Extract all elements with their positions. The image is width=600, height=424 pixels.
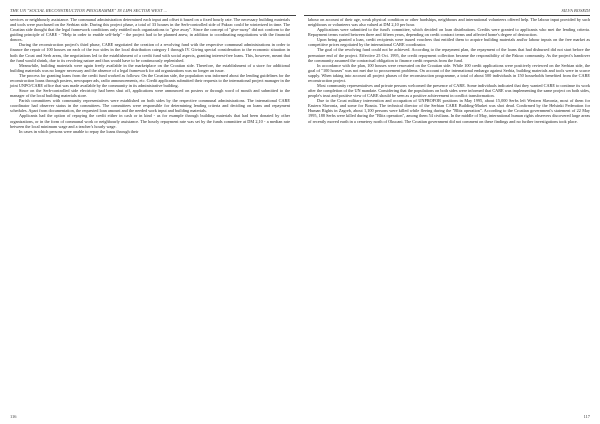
right-page — [300, 0, 600, 424]
paragraph: labour on account of their age, weak physical condition or other hardships, neighbours and international volunteers offered help. The labour input provided by such neighbours or volunteers was also valued at DM 2,10 per hour. — [308, 17, 590, 28]
paragraph: Due to the Croat military intervention and occupation of UNPROFOR positions in May 1995, about 15,000 Serbs left Western Slavonia, most of them for Eastern Slavonia, and some for Bosnia. The technical director of the Serbian CARE Building-Market was shot dead. Confirmed by the Helsinki Federation for Human Rights in Zagreb, about 1,100 persons were killed while fleeing during the "Blitz operation". According to the Croatian government's statement of 22 May 1995, 188 Serbs were killed during the "Blitz operation", among them 54 civilians. In the middle of May, international human rights observers discovered large areas of recently moved earth in a cemetery north of Okucani. The Croatian government did not comment on these findings and no further investigations took place. — [308, 98, 590, 124]
page-number: 116 — [10, 414, 17, 419]
header-rule — [10, 15, 296, 16]
paragraph: Most community representatives and private persons welcomed the presence of CARE. Some individuals indicated that they wanted CARE to continue its work after the completion of the UN mandate. Considering that the populations on both sides were informed that CARE was implementing the same project on both sides, people's trust and positive view of CARE should be seen as a positive achievement in conflict transformation. — [308, 83, 590, 99]
paragraph: The process for granting loans from the credit fund worked as follows: On the Croatian side, the population was informed about the lending guidelines for the reconstruction loans through posters, newspaper ads, radio announcements, etc. Credit applicants submitted their requests to the international project manager in the joint UNPO/CARE office that was made available by the community in its administrative building. — [10, 72, 290, 89]
page-number: 117 — [583, 414, 590, 419]
paragraph: Upon being granted a loan, credit recipients were issued vouchers that entitled them to acquire building materials and/or labour inputs on the free market as competitive prices negotiated by the international CARE coordinator. — [308, 37, 590, 48]
right-text-column — [308, 17, 590, 124]
paragraph: Applicants had the option of repaying the credit either in cash or in kind - as for example through building materials that had been donated by other organizations, or in the form of communal work or neighbourly assistance. The hourly repayment rate was set by the funds committee at DM 2,10 - a median rate between the local minimum wage and a teacher's hourly wage. — [10, 113, 290, 129]
paragraph: In accordance with the plan, 100 houses were renovated on the Croatian side. While 100 credit applications were positively reviewed on the Serbian side, the goal of "100 houses" was not met due to procurement problems. On account of the international embargo against Serbia, building materials and tools were in scarce supply. When taking into account all project phases of the reconstruction programme, a total of about 500 individuals in 150 households benefited from the CARE reconstruction project. — [308, 62, 590, 83]
paragraph: During the reconstruction project's third phase, CARE negotiated the creation of a revolving fund with the respective communal administrations in order to finance the repair of 100 houses on each of the two sides in the local distribution category I through IV. Giving special consideration to the economic situation in both the Croat and Serb areas, the negotiations led to the establishment of a credit fund with social aspects, granting interest-free loans. This, however, meant that the fund would shrink, due to its revolving nature and thus would have to be continuously replenished. — [10, 42, 290, 63]
header-rule — [304, 15, 590, 16]
running-header-title: THE UN "SOCIAL RECONSTRUCTION PROGRAMME" IN LIPA SECTOR WEST ... — [10, 8, 168, 13]
paragraph: In cases in which persons were unable to repay the loans through their — [19, 128, 139, 134]
left-text-column — [10, 17, 290, 134]
running-header-author: SILVA BOSEDI — [561, 8, 590, 13]
paragraph: Since on the Serb-controlled side electricity had been shut off, applications were announced on posters or through word of mouth and submitted to the manager of the local building materials store. — [10, 88, 290, 99]
paragraph: The goal of the revolving fund could not be achieved. According to the repayment plan, the repayment of the loans that had disbursed did not start before the premature end of the project. Effective 25 Oct. 1995, the credit repayment collection became the responsibility of the Pakrac community. As the project's handover the community assumed the contractual obligation to finance credit requests from the fund. — [308, 47, 590, 63]
paragraph: Meanwhile, building materials were again freely available in the marketplace on the Croatian side. Therefore, the establishment of a store for additional building materials was no longer necessary and the absence of a legal framework for aid organizations was no longer an issue. — [10, 62, 290, 73]
paragraph: Parish committees with community representatives were established on both sides by the respective communal administrations. The international CARE coordinator had observer status in the committees. The committees were responsible for determining lending criteria and deciding on loans and repayment schedules. Apart from documentation, the requested loan amount and the needed work input and building materials. — [10, 98, 290, 114]
paragraph: Applications were submitted to the fund's committee, which decided on loan distributions. Credits were granted to applicants who met the lending criteria. Repayment terms varied between three and fifteen years, depending on credit contract terms and affected home's degree of destruction. — [308, 27, 590, 38]
paragraph: services or neighbourly assistance. The communal administration determined each input and offset it based on a fixed hourly rate. The necessary building materials and tools were purchased on the Serbian side. During this project phase, a total of 33 houses in the Serb-controlled side of Pakrac could be winterized in time. The Croatian side thought that the legal framework conditions only entitled such organizations to "give away". Since the concept of "give-away" did not conform to the guiding principle of CARE - "Help in order to enable self-help" - the project had to be planned anew, in addition to coordinating negotiations with the financial donors. — [10, 17, 290, 43]
